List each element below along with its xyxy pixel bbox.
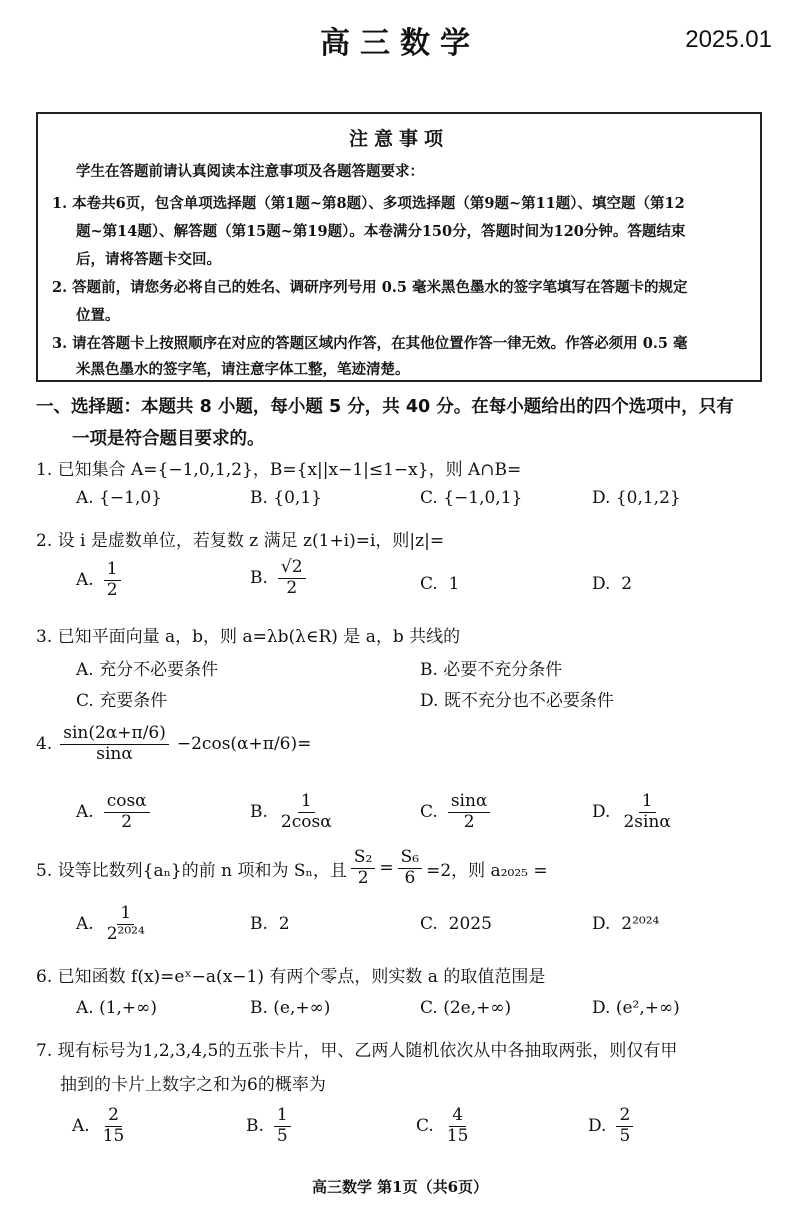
fraction-numerator: sin(2α+π/6) (60, 724, 169, 745)
fraction (278, 558, 306, 598)
option-label: C. (416, 1116, 434, 1137)
question-7-stem-line-1: 7. 现有标号为1,2,3,4,5的五张卡片，甲、乙两人随机依次从中各抽取两张，则仅有甲 (36, 1041, 678, 1061)
expression-rest: −2cos(α+π/6)= (176, 734, 312, 755)
question-6-option-c: C. (2e,+∞) (420, 998, 512, 1018)
notice-intro: 学生在答题前请认真阅读本注意事项及各题答题要求： (76, 163, 424, 180)
question-4-option-a (76, 792, 150, 832)
question-4-option-c (420, 792, 490, 832)
question-7-option-b (246, 1106, 291, 1146)
fraction (104, 560, 121, 600)
question-2-option-d (592, 574, 632, 594)
question-7-option-a (72, 1106, 127, 1146)
fraction (351, 848, 375, 888)
question-4-stem (36, 724, 311, 764)
question-5-option-d (592, 914, 659, 934)
section-heading-line-2: 一项是符合题目要求的。 (72, 429, 265, 449)
option-label: A. (76, 914, 94, 935)
option-label: D. (588, 1116, 607, 1137)
fraction-numerator: 1 (274, 1106, 291, 1127)
fraction-denominator: 2 (286, 577, 298, 598)
question-2-option-a (76, 560, 121, 600)
option-value: 2 (278, 914, 290, 934)
question-1-stem: 1. 已知集合 A={−1,0,1,2}，B={x||x−1|≤1−x}，则 A∩B= (36, 460, 522, 480)
question-1-option-c: C. {−1,0,1} (420, 488, 523, 508)
fraction-denominator: sinα (96, 743, 133, 764)
fraction (278, 792, 335, 832)
fraction-numerator: 2 (105, 1106, 122, 1127)
fraction-numerator: 2 (616, 1106, 633, 1127)
question-3-stem: 3. 已知平面向量 a，b，则 a=λb(λ∈R) 是 a，b 共线的 (36, 627, 461, 647)
fraction-denominator: 2 (463, 811, 475, 832)
notice-item-2-line-2: 位置。 (76, 307, 120, 324)
stem-text: 5. 设等比数列{aₙ}的前 n 项和为 Sₙ，且 (36, 860, 347, 881)
fraction-denominator: 15 (102, 1125, 125, 1146)
fraction-numerator: S₂ (351, 848, 375, 869)
option-label: B. (250, 914, 268, 934)
notice-item-2-line-1: 2. 答题前，请您务必将自己的姓名、调研序列号用 0.5 毫米黑色墨水的签字笔填写在答题卡的规定 (52, 279, 688, 296)
question-4-option-d (592, 792, 674, 832)
notice-item-1-line-1: 1. 本卷共6页，包含单项选择题（第1题~第8题）、多项选择题（第9题~第11题）、填空题（第12 (52, 195, 685, 212)
fraction-numerator: cosα (104, 792, 150, 813)
notice-item-1-line-2: 题~第14题）、解答题（第15题~第19题）。本卷满分150分，答题时间为120分钟。答题结束 (76, 223, 686, 240)
option-label: C. (420, 802, 438, 823)
fraction-denominator: 2²⁰²⁴ (106, 923, 145, 944)
fraction (100, 1106, 128, 1146)
fraction-denominator: 2 (106, 579, 118, 600)
question-number: 4. (36, 734, 53, 755)
stem-text: =2，则 a₂₀₂₅ = (426, 860, 548, 881)
fraction-denominator: 2 (121, 811, 133, 832)
fraction-numerator: S₆ (398, 848, 422, 869)
option-value: 2025 (448, 914, 492, 934)
question-7-option-c (416, 1106, 471, 1146)
option-label: A. (76, 570, 94, 591)
option-label: D. (592, 574, 611, 594)
question-7-option-d (588, 1106, 633, 1146)
option-label: A. (72, 1116, 90, 1137)
question-4-option-b (250, 792, 335, 832)
question-5-option-b (250, 914, 290, 934)
option-value: 2²⁰²⁴ (621, 914, 660, 934)
option-value: 2 (621, 574, 633, 594)
question-6-option-a: A. (1,+∞) (76, 998, 157, 1018)
question-1-option-a: A. {−1,0} (76, 488, 162, 508)
fraction-numerator: 1 (104, 560, 121, 581)
option-label: C. (420, 914, 438, 934)
fraction-numerator: 1 (298, 792, 315, 813)
question-2-option-b (250, 558, 306, 598)
question-5-stem (36, 848, 548, 888)
option-label: D. (592, 802, 611, 823)
fraction (448, 792, 491, 832)
section-heading-line-1: 一、选择题：本题共 8 小题，每小题 5 分，共 40 分。在每小题给出的四个选项中，只有 (36, 397, 734, 417)
fraction-numerator: √2 (278, 558, 306, 579)
fraction-denominator: 2sinα (623, 811, 671, 832)
notice-item-3-line-1: 3. 请在答题卡上按照顺序在对应的答题区域内作答，在其他位置作答一律无效。作答必须用 0.5 毫 (52, 335, 688, 352)
notice-box (36, 112, 762, 382)
question-3-option-b: B. 必要不充分条件 (420, 660, 563, 680)
fraction-numerator: 1 (639, 792, 656, 813)
notice-item-1-line-3: 后，请将答题卡交回。 (76, 251, 221, 268)
question-2-stem: 2. 设 i 是虚数单位，若复数 z 满足 z(1+i)=i，则|z|= (36, 531, 445, 551)
question-2-option-c (420, 574, 459, 594)
fraction-denominator: 5 (276, 1125, 288, 1146)
fraction-denominator: 5 (619, 1125, 631, 1146)
question-1-option-d: D. {0,1,2} (592, 488, 681, 508)
question-5-option-c (420, 914, 492, 934)
question-6-stem: 6. 已知函数 f(x)=eˣ−a(x−1) 有两个零点，则实数 a 的取值范围是 (36, 967, 546, 987)
fraction-numerator: 1 (117, 904, 134, 925)
fraction (104, 792, 150, 832)
fraction (616, 1106, 633, 1146)
option-label: B. (246, 1116, 264, 1137)
option-label: B. (250, 802, 268, 823)
fraction (620, 792, 673, 832)
fraction-denominator: 15 (446, 1125, 469, 1146)
fraction-numerator: sinα (448, 792, 491, 813)
fraction-denominator: 6 (404, 867, 416, 888)
question-3-option-a: A. 充分不必要条件 (76, 660, 219, 680)
notice-item-3-line-2: 米黑色墨水的签字笔，请注意字体工整，笔迹清楚。 (76, 361, 410, 378)
fraction (398, 848, 422, 888)
notice-title: 注意事项 (348, 128, 449, 150)
fraction (444, 1106, 472, 1146)
option-value: 1 (448, 574, 460, 594)
fraction (274, 1106, 291, 1146)
option-label: A. (76, 802, 94, 823)
option-label: C. (420, 574, 438, 594)
question-7-stem-line-2: 抽到的卡片上数字之和为6的概率为 (60, 1075, 326, 1095)
question-6-option-b: B. (e,+∞) (250, 998, 331, 1018)
question-5-option-a (76, 904, 148, 944)
fraction (60, 724, 169, 764)
question-3-option-d: D. 既不充分也不必要条件 (420, 691, 614, 711)
page-footer: 高三数学 第1页（共6页） (311, 1178, 489, 1196)
fraction (104, 904, 148, 944)
page-title: 高三数学 (320, 26, 480, 61)
question-6-option-d: D. (e²,+∞) (592, 998, 680, 1018)
exam-date: 2025.01 (685, 26, 772, 53)
equals-sign: = (379, 858, 394, 879)
question-1-option-b: B. {0,1} (250, 488, 322, 508)
fraction-denominator: 2 (357, 867, 369, 888)
fraction-numerator: 4 (449, 1106, 466, 1127)
question-3-option-c: C. 充要条件 (76, 691, 168, 711)
option-label: B. (250, 568, 268, 589)
option-label: D. (592, 914, 611, 934)
fraction-denominator: 2cosα (280, 811, 332, 832)
